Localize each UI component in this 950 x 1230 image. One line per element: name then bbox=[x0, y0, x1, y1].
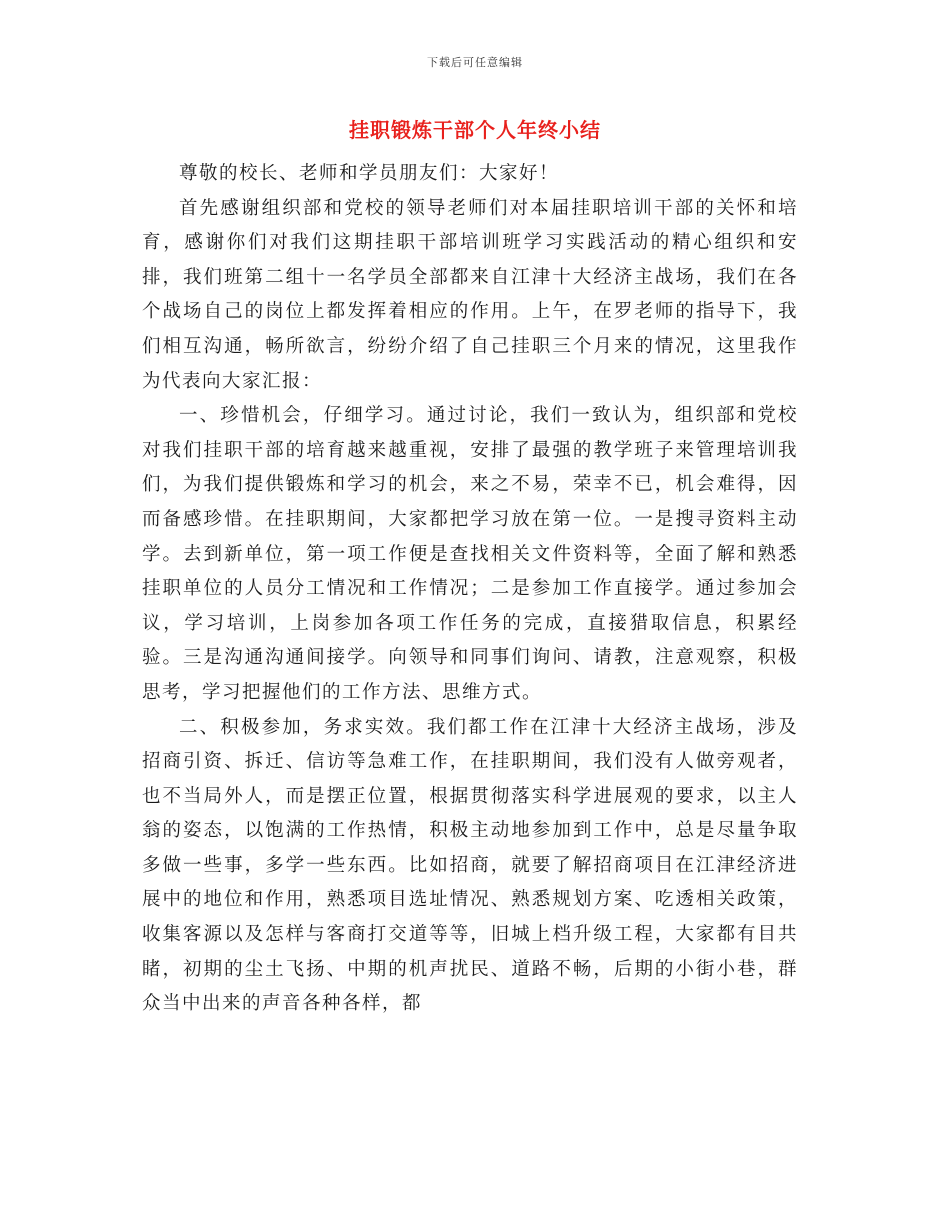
paragraph-section-two: 二、积极参加，务求实效。我们都工作在江津十大经济主战场，涉及招商引资、拆迁、信访等急难工作，在挂职期间，我们没有人做旁观者，也不当局外人，而是摆正位置，根据贯彻落实科学进展观的要求，以主人翁的姿态，以饱满的工作热情，积极主动地参加到工作中，总是尽量争取多做一些事，多学一些东西。比如招商，就要了解招商项目在江津经济进展中的地位和作用，熟悉项目选址情况、熟悉规划方案、吃透相关政策，收集客源以及怎样与客商打交道等等，旧城上档升级工程，大家都有目共睹，初期的尘土飞扬、中期的机声扰民、道路不畅，后期的小街小巷，群众当中出来的声音各种各样，都 bbox=[142, 716, 798, 1015]
document-title: 挂职锻炼干部个人年终小结 bbox=[349, 118, 601, 142]
document-body bbox=[142, 157, 798, 1022]
paragraph-greeting: 尊敬的校长、老师和学员朋友们：大家好！ bbox=[179, 163, 560, 184]
paragraph-section-one: 一、珍惜机会，仔细学习。通过讨论，我们一致认为，组织部和党校对我们挂职干部的培育越来越重视，安排了最强的教学班子来管理培训我们，为我们提供锻炼和学习的机会，来之不易，荣幸不已，机会难得，因而备感珍惜。在挂职期间，大家都把学习放在第一位。一是搜寻资料主动学。去到新单位，第一项工作便是查找相关文件资料等，全面了解和熟悉挂职单位的人员分工情况和工作情况；二是参加工作直接学。通过参加会议，学习培训，上岗参加各项工作任务的完成，直接猎取信息，积累经验。三是沟通沟通间接学。向领导和同事们询问、请教，注意观察，积极思考，学习把握他们的工作方法、思维方式。 bbox=[142, 405, 798, 703]
paragraph-intro: 首先感谢组织部和党校的领导老师们对本届挂职培训干部的关怀和培育，感谢你们对我们这期挂职干部培训班学习实践活动的精心组织和安排，我们班第二组十一名学员全部都来自江津十大经济主战场，我们在各个战场自己的岗位上都发挥着相应的作用。上午，在罗老师的指导下，我们相互沟通，畅所欲言，纷纷介绍了自己挂职三个月来的情况，这里我作为代表向大家汇报： bbox=[142, 197, 798, 392]
header-note: 下载后可任意编辑 bbox=[427, 56, 523, 69]
